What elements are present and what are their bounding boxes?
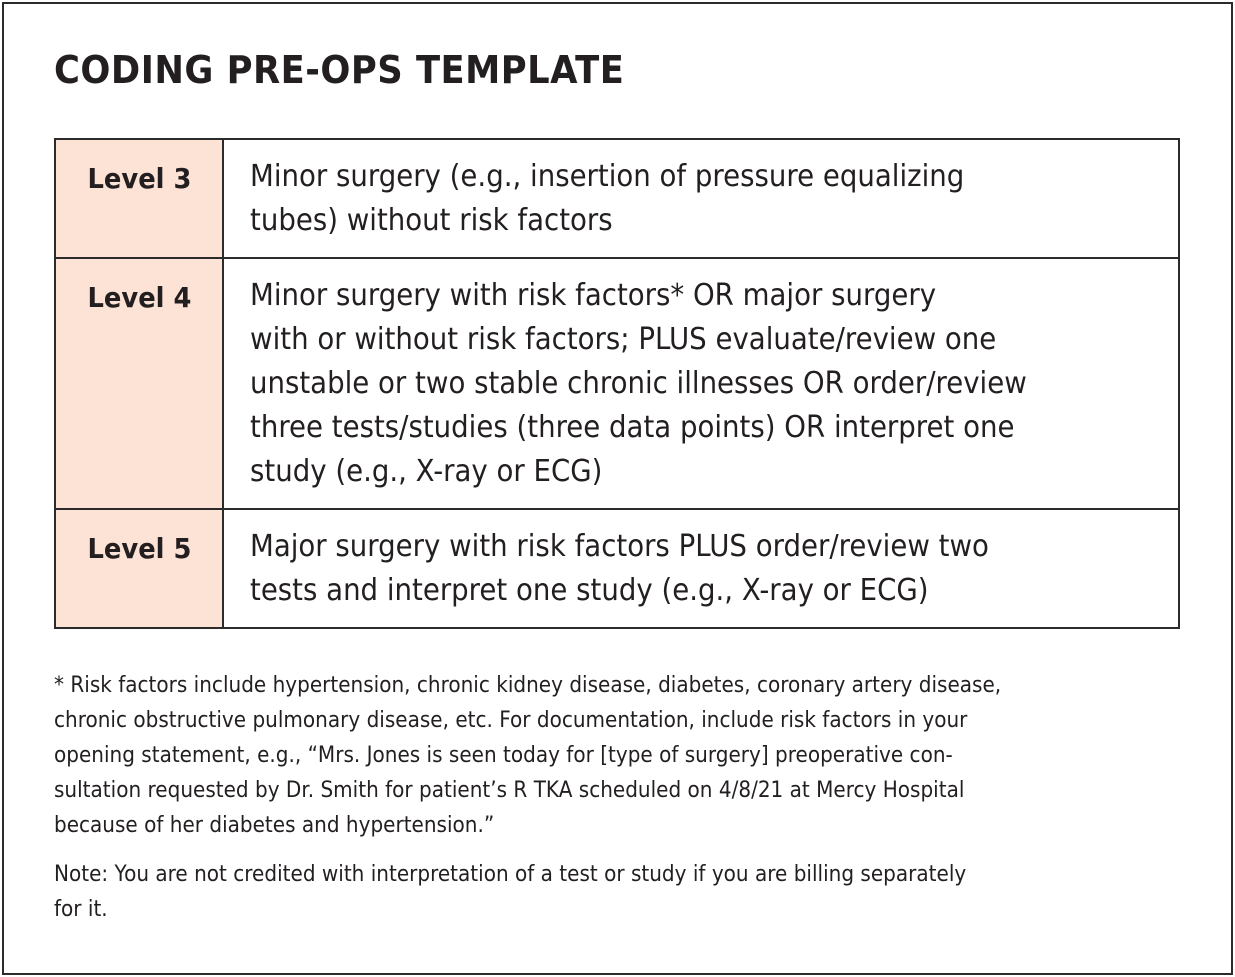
note-line: for it. [54, 897, 108, 922]
description-line: Minor surgery (e.g., insertion of pressure equalizing [250, 159, 965, 194]
description-line: study (e.g., X-ray or ECG) [250, 454, 603, 489]
level-label-cell [55, 509, 223, 628]
footnotes [54, 668, 1194, 927]
level-label: Level 5 [87, 532, 191, 565]
description-line: three tests/studies (three data points) OR interpret one [250, 410, 1015, 445]
level-label-cell [55, 139, 223, 258]
description-line: with or without risk factors; PLUS evaluate/review one [250, 322, 997, 357]
level-label-cell [55, 258, 223, 509]
risk-factors-footnote [54, 668, 1194, 843]
description-line: unstable or two stable chronic illnesses OR order/review [250, 366, 1027, 401]
billing-note [54, 857, 1194, 927]
footnote-line: * Risk factors include hypertension, chronic kidney disease, diabetes, coronary artery disease, [54, 673, 1002, 698]
footnote-line: sultation requested by Dr. Smith for patient’s R TKA scheduled on 4/8/21 at Mercy Hospital [54, 778, 965, 803]
level-label: Level 4 [87, 281, 191, 314]
level-description-cell [223, 139, 1179, 258]
table-row-level-5 [55, 509, 1179, 628]
footnote-line: opening statement, e.g., “Mrs. Jones is seen today for [type of surgery] preoperative con- [54, 743, 953, 768]
description-line: tests and interpret one study (e.g., X-ray or ECG) [250, 573, 929, 608]
description-line: Major surgery with risk factors PLUS order/review two [250, 529, 989, 564]
levels-table [54, 138, 1180, 629]
level-description-cell [223, 258, 1179, 509]
footnote-line: because of her diabetes and hypertension.” [54, 813, 495, 838]
description-line: Minor surgery with risk factors* OR major surgery [250, 278, 937, 313]
note-line: Note: You are not credited with interpretation of a test or study if you are billing separately [54, 862, 967, 887]
table-row-level-4 [55, 258, 1179, 509]
footnote-line: chronic obstructive pulmonary disease, etc. For documentation, include risk factors in your [54, 708, 968, 733]
level-label: Level 3 [87, 162, 191, 195]
level-description-cell [223, 509, 1179, 628]
page-title: CODING PRE-OPS TEMPLATE [54, 48, 625, 92]
table-row-level-3 [55, 139, 1179, 258]
description-line: tubes) without risk factors [250, 203, 613, 238]
